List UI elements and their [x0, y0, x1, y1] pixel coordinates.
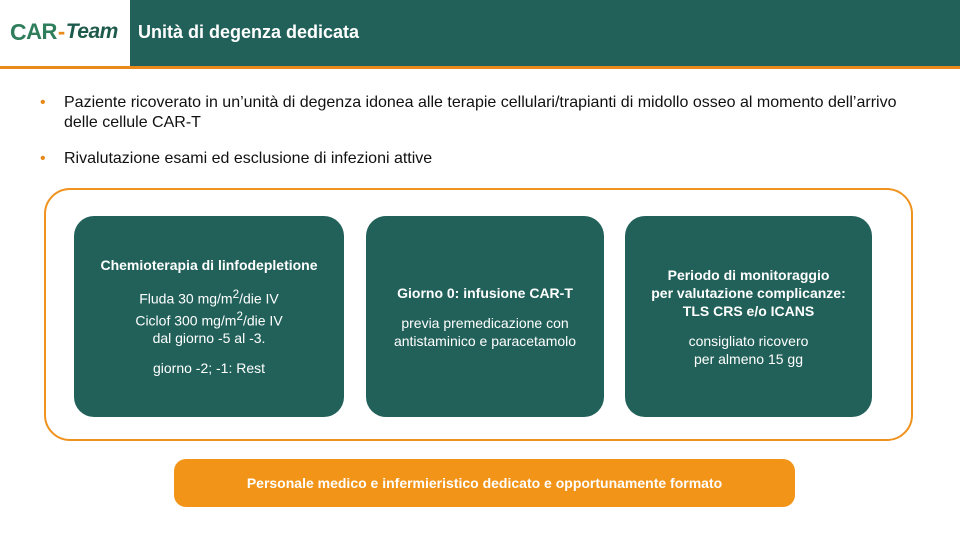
- logo-area: [0, 0, 130, 66]
- card-infusion: [366, 216, 604, 417]
- logo-word-team: Team: [65, 20, 118, 43]
- car-team-logo: [10, 18, 118, 46]
- slide-title: Unità di degenza dedicata: [138, 22, 360, 42]
- bullet-list: [40, 93, 920, 185]
- fluda-dose: Fluda 30 mg/m: [139, 290, 233, 307]
- card-lymphodepletion: [74, 216, 344, 417]
- ciclof-route: /die IV: [242, 312, 283, 329]
- title-bar: [130, 0, 960, 66]
- header-divider: [0, 66, 960, 69]
- card-body-line: consigliato ricovero: [688, 332, 809, 349]
- bullet-item: [40, 93, 920, 133]
- card-title-line: per valutazione complicanze:: [651, 284, 846, 301]
- card-title: Giorno 0: infusione CAR-T: [397, 284, 573, 301]
- bullet-dot-icon: •: [40, 150, 46, 167]
- card-line-days: dal giorno -5 al -3.: [152, 330, 266, 347]
- card-title-line: TLS CRS e/o ICANS: [682, 302, 815, 319]
- card-line-ciclof: [135, 308, 282, 330]
- bullet-text: Paziente ricoverato in un’unità di degenza idonea alle terapie cellulari/trapianti di midollo osseo al momento dell’arrivo delle cellule CAR-T: [64, 94, 897, 131]
- logo-letters-ar: AR: [26, 19, 57, 44]
- card-monitoring: [625, 216, 872, 417]
- card-line-fluda: [139, 286, 279, 308]
- card-line-rest: giorno -2; -1: Rest: [152, 360, 266, 377]
- card-title-line: Periodo di monitoraggio: [667, 266, 830, 283]
- staff-banner: [174, 459, 795, 507]
- fluda-route: /die IV: [239, 290, 279, 307]
- header: [0, 0, 960, 66]
- card-body-line: antistaminico e paracetamolo: [393, 332, 577, 349]
- ciclof-dose: Ciclof 300 mg/m: [135, 312, 237, 329]
- banner-text: Personale medico e infermieristico dedicato e opportunamente formato: [246, 475, 723, 491]
- bullet-dot-icon: •: [40, 94, 46, 111]
- bullet-text: Rivalutazione esami ed esclusione di infezioni attive: [64, 150, 433, 167]
- logo-dash: -: [57, 19, 65, 44]
- bullet-item: [40, 149, 920, 169]
- card-body-line: per almeno 15 gg: [694, 350, 803, 367]
- card-title: Chemioterapia di linfodepletione: [100, 256, 318, 273]
- ciclof-superscript: 2: [236, 309, 243, 323]
- card-body-line: previa premedicazione con: [401, 314, 569, 331]
- logo-letter-c: C: [10, 18, 27, 45]
- fluda-superscript: 2: [232, 287, 240, 301]
